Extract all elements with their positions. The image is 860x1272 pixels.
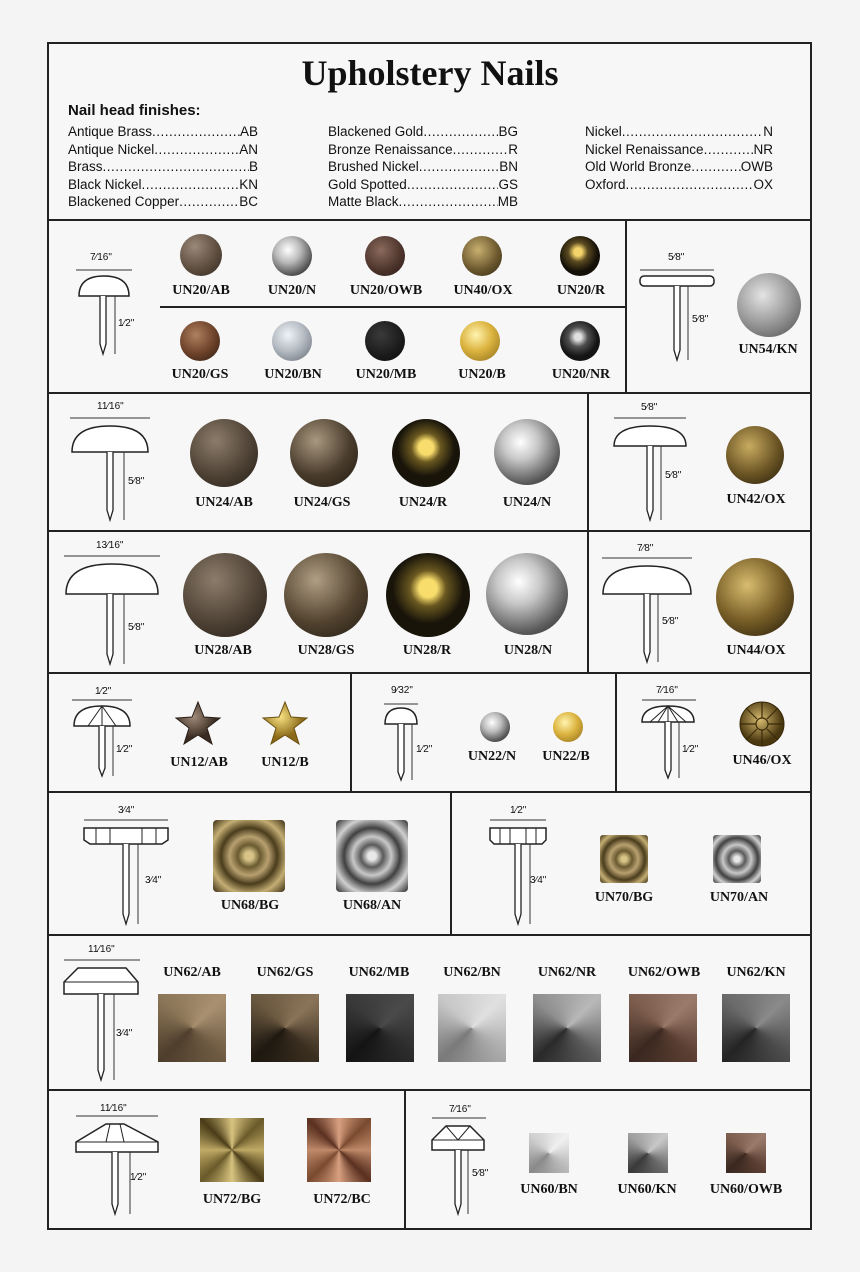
pyramid-nail-image [158,994,226,1062]
divider [47,219,812,221]
rosette-nail-image [738,700,786,748]
product-code: UN46/OX [732,753,792,768]
nail-profile-diagram [486,818,552,928]
divider [47,791,812,793]
product-code: UN24/N [502,495,552,510]
product-code: UN28/R [402,643,452,658]
nail-head-image [284,553,368,637]
divider [587,530,589,673]
nail-profile-diagram [600,552,696,666]
product-code: UN62/OWB [627,965,701,980]
pyramid-nail-image [628,1133,668,1173]
finishes-column-1 [68,123,258,211]
nail-head-image [494,419,560,485]
nail-head-image [560,236,600,276]
pyramid-nail-image [346,994,414,1062]
finish-item: Nickel ..... N [585,123,773,141]
width-dimension: 7⁄16" [90,252,112,263]
nail-head-image [486,553,568,635]
product-code: UN20/N [267,283,317,298]
finish-item: Bronze Renaissance ..... R [328,141,518,159]
square-nail-image [600,835,648,883]
nail-head-image [716,558,794,636]
nail-profile-diagram [610,412,694,524]
length-dimension: 5⁄8" [472,1168,489,1179]
divider [350,672,352,792]
nail-head-image [480,712,510,742]
length-dimension: 1⁄2" [118,318,135,329]
nail-head-image [290,419,358,487]
product-code: UN60/OWB [709,1182,783,1197]
product-code: UN22/B [542,749,590,764]
product-code: UN20/NR [551,367,611,382]
width-dimension: 7⁄16" [656,685,678,696]
nail-profile-diagram [636,262,726,372]
finish-item: Old World Bronze ..... OWB [585,158,773,176]
product-code: UN20/OWB [349,283,423,298]
nail-head-image [365,236,405,276]
nail-head-image [272,321,312,361]
length-dimension: 1⁄2" [130,1172,147,1183]
length-dimension: 5⁄8" [662,616,679,627]
pyramid-nail-image [438,994,506,1062]
nail-head-image [386,553,470,637]
nail-head-image [190,419,258,487]
width-dimension: 7⁄8" [637,543,654,554]
square-nail-image [336,820,408,892]
width-dimension: 11⁄16" [88,944,115,955]
width-dimension: 5⁄8" [641,402,658,413]
nail-profile-diagram [72,262,142,362]
length-dimension: 1⁄2" [416,744,433,755]
width-dimension: 1⁄2" [95,686,112,697]
nail-head-image [180,321,220,361]
nail-profile-diagram [66,412,156,524]
nail-profile-diagram [382,698,432,784]
product-code: UN22/N [467,749,517,764]
divider [404,1089,406,1230]
nail-head-image [726,426,784,484]
nail-profile-diagram [62,552,162,668]
pyramid-nail-image [726,1133,766,1173]
width-dimension: 7⁄16" [449,1104,471,1115]
finish-item: Brushed Nickel ..... BN [328,158,518,176]
finish-item: Black Nickel ..... KN [68,176,258,194]
length-dimension: 5⁄8" [128,622,145,633]
nail-head-image [180,234,222,276]
length-dimension: 3⁄4" [116,1028,133,1039]
finish-item: Antique Nickel ..... AN [68,141,258,159]
finish-item: Blackened Copper ..... BC [68,193,258,211]
product-code: UN62/AB [163,965,221,980]
product-code: UN62/MB [348,965,410,980]
pyramid-nail-image [529,1133,569,1173]
nail-head-image [272,236,312,276]
product-code: UN44/OX [726,643,786,658]
nail-profile-diagram [70,696,134,782]
divider [47,1089,812,1091]
product-code: UN20/AB [172,283,230,298]
nail-profile-diagram [72,1114,162,1218]
product-code: UN72/BC [313,1192,371,1207]
pyramid-nail-image [251,994,319,1062]
product-code: UN62/BN [443,965,501,980]
sunburst-nail-image [307,1118,371,1182]
width-dimension: 5⁄8" [668,252,685,263]
product-code: UN62/KN [726,965,786,980]
product-code: UN24/R [398,495,448,510]
finish-item: Oxford ..... OX [585,176,773,194]
finishes-heading: Nail head finishes: [68,102,201,119]
nail-head-image [737,273,801,337]
divider [47,530,812,532]
divider [47,672,812,674]
pyramid-nail-image [629,994,697,1062]
length-dimension: 5⁄8" [128,476,145,487]
nail-profile-diagram [80,818,172,928]
nail-head-image [183,553,267,637]
nail-profile-diagram [60,958,144,1084]
nail-head-image [560,321,600,361]
product-code: UN28/AB [194,643,252,658]
length-dimension: 1⁄2" [682,744,699,755]
nail-head-image [392,419,460,487]
product-code: UN12/AB [170,755,228,770]
product-code: UN62/GS [256,965,314,980]
divider [47,392,812,394]
width-dimension: 11⁄16" [97,401,124,412]
finishes-column-2 [328,123,518,211]
product-code: UN54/KN [738,342,798,357]
divider [450,791,452,935]
product-code: UN42/OX [726,492,786,507]
product-code: UN68/AN [342,898,402,913]
divider [160,306,625,308]
sunburst-nail-image [200,1118,264,1182]
product-code: UN60/KN [617,1182,677,1197]
divider [625,219,627,393]
square-nail-image [213,820,285,892]
divider [615,672,617,792]
width-dimension: 1⁄2" [510,805,527,816]
product-code: UN40/OX [453,283,513,298]
width-dimension: 11⁄16" [100,1103,127,1114]
product-code: UN28/N [503,643,553,658]
finish-item: Nickel Renaissance ..... NR [585,141,773,159]
nail-head-image [460,321,500,361]
product-code: UN24/GS [293,495,351,510]
divider [587,392,589,532]
finish-item: Matte Black ..... MB [328,193,518,211]
length-dimension: 5⁄8" [665,470,682,481]
product-code: UN24/AB [195,495,253,510]
length-dimension: 5⁄8" [692,314,709,325]
finishes-column-3 [585,123,773,193]
width-dimension: 3⁄4" [118,805,135,816]
pyramid-nail-image [722,994,790,1062]
width-dimension: 13⁄16" [96,540,124,551]
length-dimension: 3⁄4" [530,875,547,886]
star-nail-image [175,700,221,746]
product-code: UN68/BG [220,898,280,913]
nail-head-image [365,321,405,361]
square-nail-image [713,835,761,883]
finish-item: Gold Spotted ..... GS [328,176,518,194]
product-code: UN70/BG [594,890,654,905]
product-code: UN62/NR [537,965,597,980]
product-code: UN60/BN [520,1182,578,1197]
width-dimension: 9⁄32" [391,685,413,696]
length-dimension: 3⁄4" [145,875,162,886]
finish-item: Brass ..... B [68,158,258,176]
product-code: UN12/B [261,755,309,770]
page-title: Upholstery Nails [301,53,559,93]
nail-profile-diagram [640,696,700,784]
product-code: UN72/BG [202,1192,262,1207]
product-code: UN20/B [458,367,506,382]
product-code: UN20/GS [171,367,229,382]
product-code: UN28/GS [297,643,355,658]
product-code: UN70/AN [709,890,769,905]
product-code: UN20/MB [355,367,417,382]
product-code: UN20/BN [264,367,322,382]
nail-head-image [553,712,583,742]
pyramid-nail-image [533,994,601,1062]
finish-item: Antique Brass ..... AB [68,123,258,141]
star-nail-image [262,700,308,746]
finish-item: Blackened Gold ..... BG [328,123,518,141]
nail-head-image [462,236,502,276]
divider [47,934,812,936]
product-code: UN20/R [556,283,606,298]
length-dimension: 1⁄2" [116,744,133,755]
